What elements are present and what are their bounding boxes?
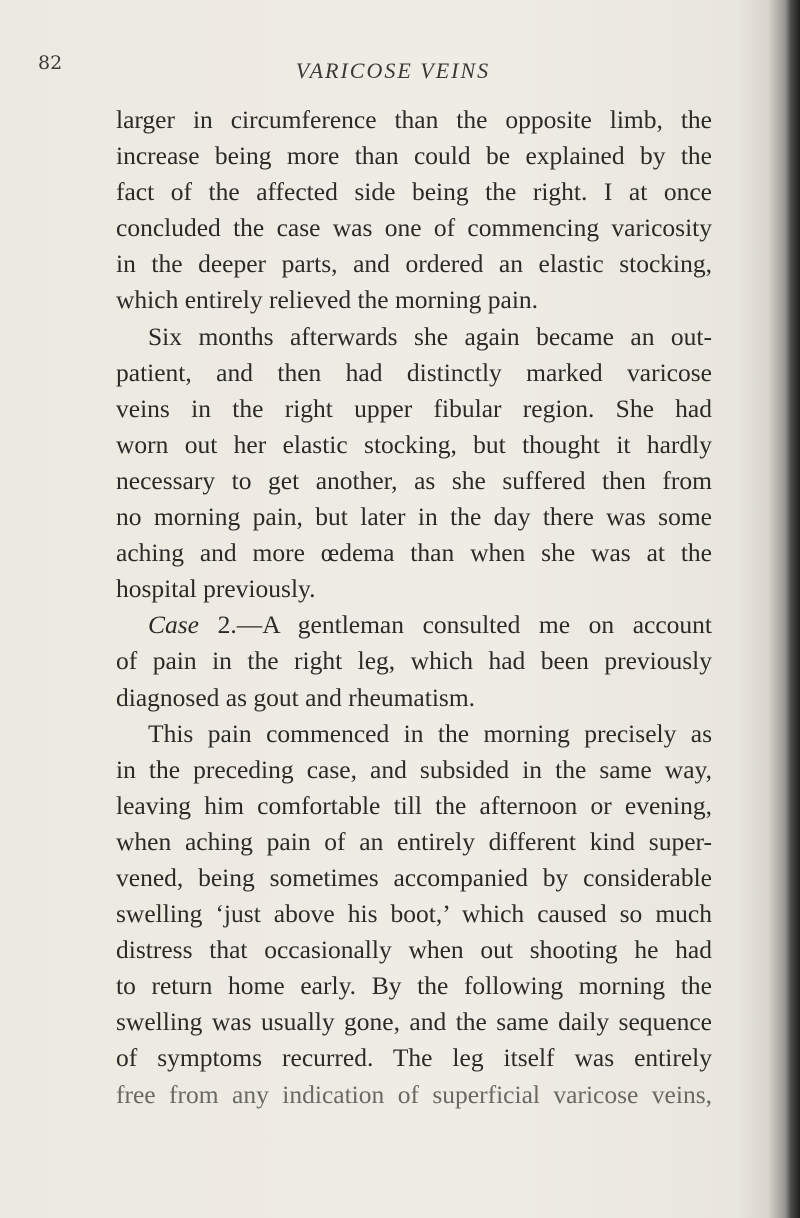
text-line: veins in the right upper fibular region. She had <box>116 393 712 423</box>
text-line: This pain commenced in the morning precisely as <box>148 718 712 748</box>
text-line: vened, being sometimes accompanied by considerable <box>116 862 712 892</box>
text-line: swelling was usually gone, and the same daily sequence <box>116 1007 712 1037</box>
running-title: VARICOSE VEINS <box>295 58 491 83</box>
text-line: hospital previously. <box>116 574 316 604</box>
text-line: worn out her elastic stocking, but thought it hardly <box>116 429 712 459</box>
text-line: swelling ‘just above his boot,’ which caused so much <box>116 899 712 929</box>
text-line: increase being more than could be explained by the <box>116 141 712 171</box>
text-line: fact of the affected side being the right. I at once <box>116 177 712 207</box>
case-label: Case <box>148 610 199 640</box>
text-line: no morning pain, but later in the day there was some <box>116 502 712 532</box>
text-line: aching and more œdema than when she was at the <box>116 538 712 568</box>
book-spine-shadow <box>786 0 800 1218</box>
text-line: diagnosed as gout and rheumatism. <box>116 682 476 712</box>
body-text <box>116 102 712 1113</box>
text-line: in the preceding case, and subsided in the same way, <box>116 754 712 784</box>
page-number: 82 <box>38 52 63 74</box>
text-line: when aching pain of an entirely different kind super- <box>116 826 712 856</box>
text-line: free from any indication of superficial varicose veins, <box>116 1079 712 1109</box>
text-line: of symptoms recurred. The leg itself was entirely <box>116 1043 712 1073</box>
text-line: in the deeper parts, and ordered an elastic stocking, <box>116 249 712 279</box>
text-line: patient, and then had distinctly marked varicose <box>116 357 712 387</box>
text-line: necessary to get another, as she suffered then from <box>116 465 712 495</box>
text-line: to return home early. By the following morning the <box>116 971 712 1001</box>
text-line: concluded the case was one of commencing varicosity <box>116 213 712 243</box>
text-line-case-heading <box>116 607 712 643</box>
text-line: leaving him comfortable till the afternoon or evening, <box>116 790 712 820</box>
text-line: larger in circumference than the opposite limb, the <box>116 105 712 134</box>
text-line: Six months afterwards she again became an out- <box>148 321 712 351</box>
case-heading-text: 2.—A gentleman consulted me on account <box>199 610 712 640</box>
text-line: of pain in the right leg, which had been previously <box>116 646 712 676</box>
text-line: distress that occasionally when out shooting he had <box>116 935 712 965</box>
text-line: which entirely relieved the morning pain. <box>116 285 539 315</box>
